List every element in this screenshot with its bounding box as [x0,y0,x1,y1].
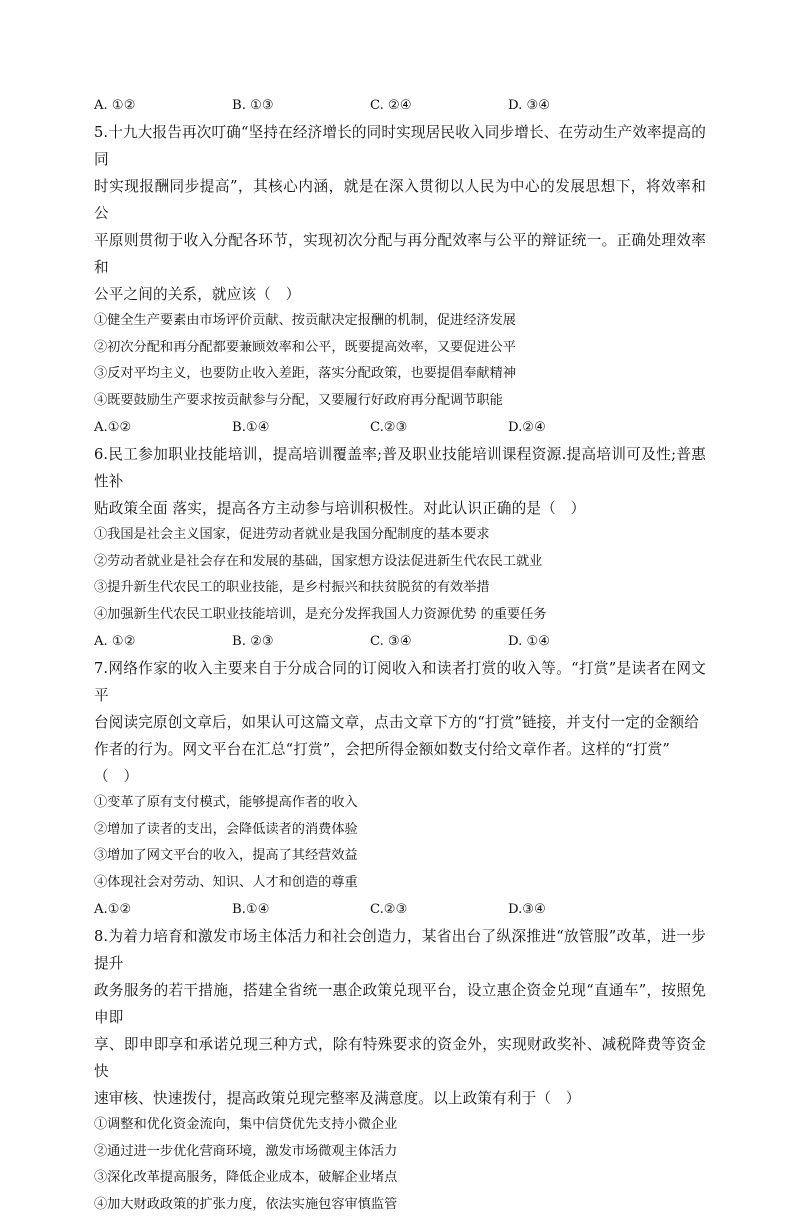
question-stem-line: 5.十九大报告再次叮确“坚持在经济增长的同时实现居民收入同步增长、在劳动生产效率提高的同 [94,119,706,173]
answer-choices [94,628,706,655]
question-stem-line: 7.网络作家的收入主要来自于分成合同的订阅收入和读者打赏的收入等。“打赏”是读者在网文平 [94,655,706,709]
answer-choice: D. ①④ [508,634,646,649]
answer-choice: D. ③④ [508,98,646,113]
statement-option: ②初次分配和再分配都要兼顾效率和公平，既要提高效率，又要促进公平 [94,335,706,362]
answer-choice: B.①④ [232,902,370,917]
answer-choice: D.③④ [508,902,646,917]
question-stem-line: （ ） [94,763,706,790]
question-stem-line: 8.为着力培育和激发市场主体活力和社会创造力，某省出台了纵深推进“放管服”改革，进一步提升 [94,923,706,977]
question-stem-line: 公平之间的关系，就应该（ ） [94,281,706,308]
question-q7 [94,655,706,923]
question-stem-line: 贴政策全面 落实，提高各方主动参与培训积极性。对此认识正确的是（ ） [94,495,706,522]
statement-option: ①我国是社会主义国家，促进劳动者就业是我国分配制度的基本要求 [94,522,706,549]
question-stem-line: 6.民工参加职业技能培训，提高培训覆盖率;普及职业技能培训课程资源.提高培训可及性;普惠性补 [94,441,706,495]
statement-option: ④既要鼓励生产要求按贡献参与分配，又要履行好政府再分配调节职能 [94,388,706,415]
answer-choice: A. ①② [94,634,232,649]
statement-option: ①调整和优化资金流向，集中信贷优先支持小微企业 [94,1112,706,1139]
question-q8 [94,923,706,1218]
answer-choice: A.①② [94,902,232,917]
statement-option: ③增加了网文平台的收入，提高了其经营效益 [94,843,706,870]
question-stem-line: 时实现报酬同步提高”，其核心内涵，就是在深入贯彻以人民为中心的发展思想下，将效率和公 [94,173,706,227]
answer-choice: B.①④ [232,420,370,435]
statement-option: ③深化改革提高服务，降低企业成本，破解企业堵点 [94,1165,706,1192]
answer-choice: A. ①② [94,98,232,113]
statement-option: ④加强新生代农民工职业技能培训，是充分发挥我国人力资源优势 的重要任务 [94,602,706,629]
statement-option: ①变革了原有支付模式，能够提高作者的收入 [94,790,706,817]
question-q6 [94,441,706,655]
answer-choice: B. ①③ [232,98,370,113]
answer-choice: A.①② [94,420,232,435]
question-stem-line: 享、即申即享和承诺兑现三种方式，除有特殊要求的资金外，实现财政奖补、减税降费等资金快 [94,1031,706,1085]
question-q4 [94,92,706,119]
answer-choice: C. ③④ [370,634,508,649]
statement-option: ④体现社会对劳动、知识、人才和创造的尊重 [94,870,706,897]
answer-choice: D.②④ [508,420,646,435]
statement-option: ①健全生产要素由市场评价贡献、按贡献决定报酬的机制，促进经济发展 [94,308,706,335]
question-list [94,92,706,1218]
statement-option: ③反对平均主义，也要防止收入差距，落实分配政策，也要提倡奉献精神 [94,361,706,388]
answer-choices [94,896,706,923]
answer-choice: B. ②③ [232,634,370,649]
statement-option: ②增加了读者的支出，会降低读者的消费体验 [94,817,706,844]
question-stem-line: 政务服务的若干措施，搭建全省统一惠企政策兑现平台，设立惠企资金兑现“直通车”，按照免申即 [94,977,706,1031]
question-stem-line: 台阅读完原创文章后，如果认可这篇文章，点击文章下方的“打赏”链接，并支付一定的金额给 [94,709,706,736]
answer-choice: C.②③ [370,420,508,435]
answer-choice: C. ②④ [370,98,508,113]
answer-choice: C.②③ [370,902,508,917]
statement-option: ②通过进一步优化营商环境，激发市场微观主体活力 [94,1139,706,1166]
answer-choices [94,414,706,441]
question-stem-line: 作者的行为。网文平台在汇总“打赏”，会把所得金额如数支付给文章作者。这样的“打赏” [94,736,706,763]
question-stem-line: 平原则贯彻于收入分配各环节，实现初次分配与再分配效率与公平的辩证统一。正确处理效率和 [94,227,706,281]
statement-option: ④加大财政政策的扩张力度，依法实施包容审慎监管 [94,1192,706,1218]
statement-option: ③提升新生代农民工的职业技能，是乡村振兴和扶贫脱贫的有效举措 [94,575,706,602]
answer-choices [94,92,706,119]
question-q5 [94,119,706,441]
question-stem-line: 速审核、快速拨付，提高政策兑现完整率及满意度。以上政策有利于（ ） [94,1085,706,1112]
statement-option: ②劳动者就业是社会存在和发展的基础，国家想方设法促进新生代农民工就业 [94,549,706,576]
